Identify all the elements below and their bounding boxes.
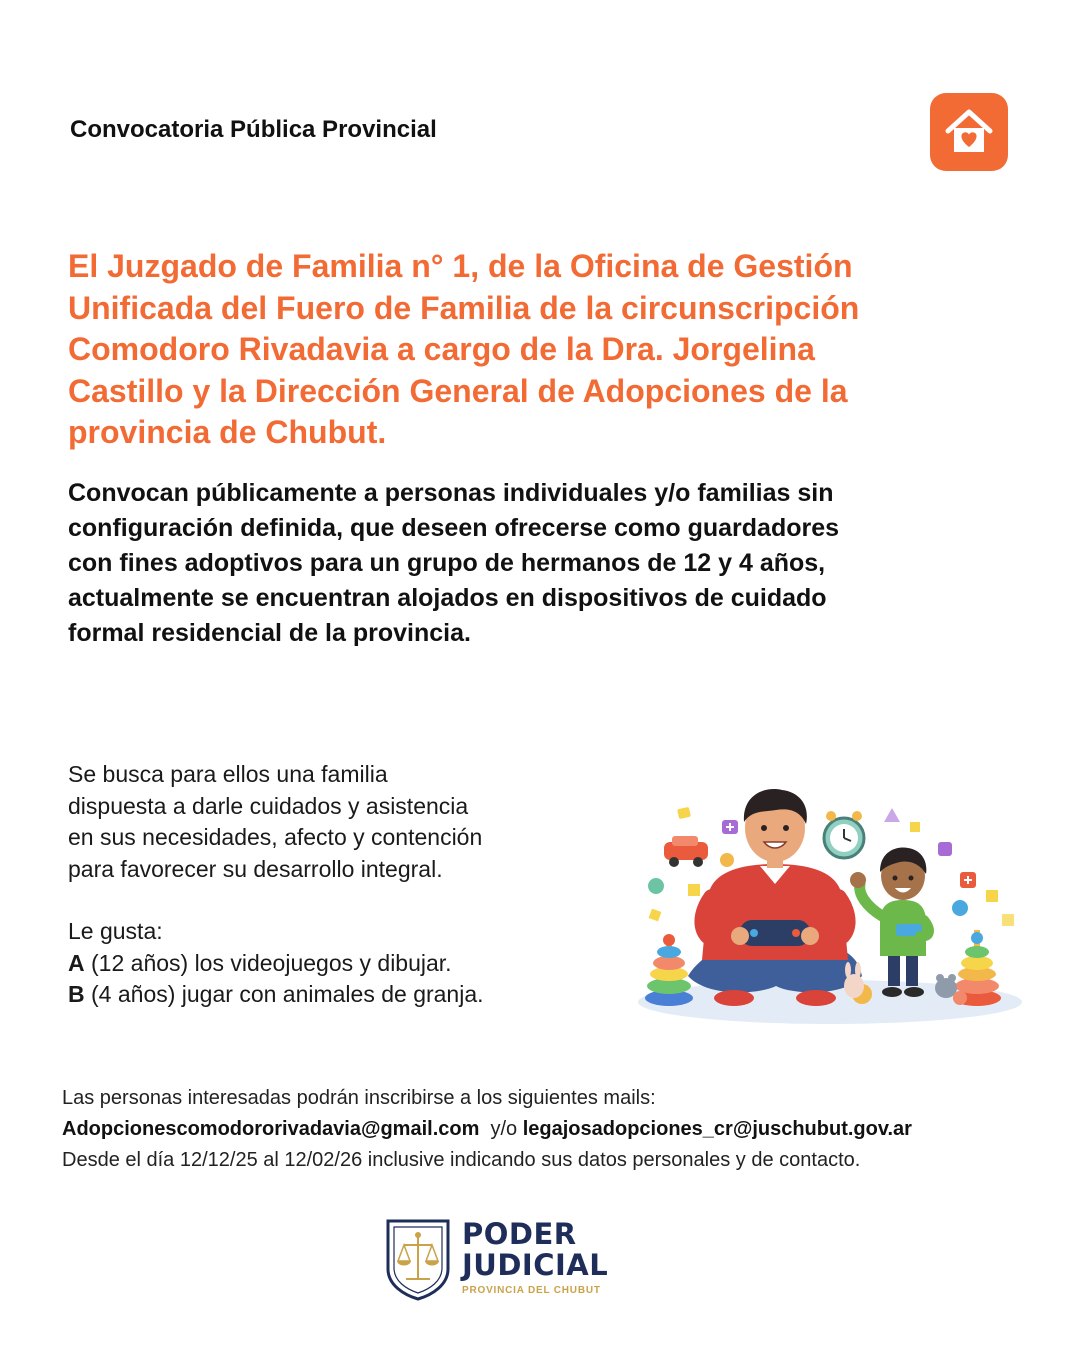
likes-item-letter: B [68,981,85,1007]
contact-intro: Las personas interesadas podrán inscribirse a los siguientes mails: [62,1087,656,1109]
email-link-legajos[interactable]: legajosadopciones_cr@juschubut.gov.ar [522,1118,912,1140]
logo-text [462,1219,608,1296]
contact-dates: Desde el día 12/12/25 al 12/02/26 inclusive indicando sus datos personales y de contacto. [62,1149,861,1171]
page-header-title: Convocatoria Pública Provincial [70,116,437,143]
contact-emails-line [62,1114,1052,1145]
email-link-adopciones[interactable]: Adopcionescomodororivadavia@gmail.com [62,1118,480,1140]
poder-judicial-logo [384,1215,624,1303]
headline-line: El Juzgado de Familia n° 1, de la Oficina de Gestión [68,248,853,284]
logo-line-provincia: PROVINCIA DEL CHUBUT [462,1285,601,1296]
headline [68,246,968,454]
headline-line: Castillo y la Dirección General de Adopciones de la [68,372,848,409]
logo-line-judicial: JUDICIAL [462,1248,609,1282]
likes-label: Le gusta: [68,918,163,944]
intro-line: actualmente se encuentran alojados en dispositivos de cuidado [68,584,827,612]
search-line: dispuesta a darle cuidados y asistencia [68,792,469,819]
search-line: Se busca para ellos una familia [68,761,388,787]
likes-item-text: (12 años) los videojuegos y dibujar. [84,949,452,976]
search-line: en sus necesidades, afecto y contención [68,824,483,850]
headline-line: Comodoro Rivadavia a cargo de la Dra. Jorgelina [68,331,815,367]
email-separator: y/o [479,1118,523,1140]
logo-line-poder: PODER [462,1217,577,1251]
search-description [68,759,588,1011]
intro-line: configuración definida, que deseen ofrecerse como guardadores [68,514,840,542]
intro-paragraph [68,476,968,651]
headline-line: Unificada del Fuero de Familia de la circunscripción [68,289,860,326]
intro-line: Convocan públicamente a personas individuales y/o familias sin [68,479,834,507]
search-line: para favorecer su desarrollo integral. [68,855,443,882]
likes-item-text: (4 años) jugar con animales de granja. [84,981,484,1007]
home-heart-icon [930,93,1008,171]
intro-line: con fines adoptivos para un grupo de hermanos de 12 y 4 años, [68,549,826,577]
search-paragraph [68,759,588,885]
contact-section [62,1083,1052,1176]
headline-line: provincia de Chubut. [68,414,387,450]
scales-of-justice-icon [384,1215,452,1301]
likes-block [68,916,588,1011]
father-and-son-playing-illustration [630,780,1030,1030]
likes-item-letter: A [68,949,85,976]
intro-line: formal residencial de la provincia. [68,619,471,647]
